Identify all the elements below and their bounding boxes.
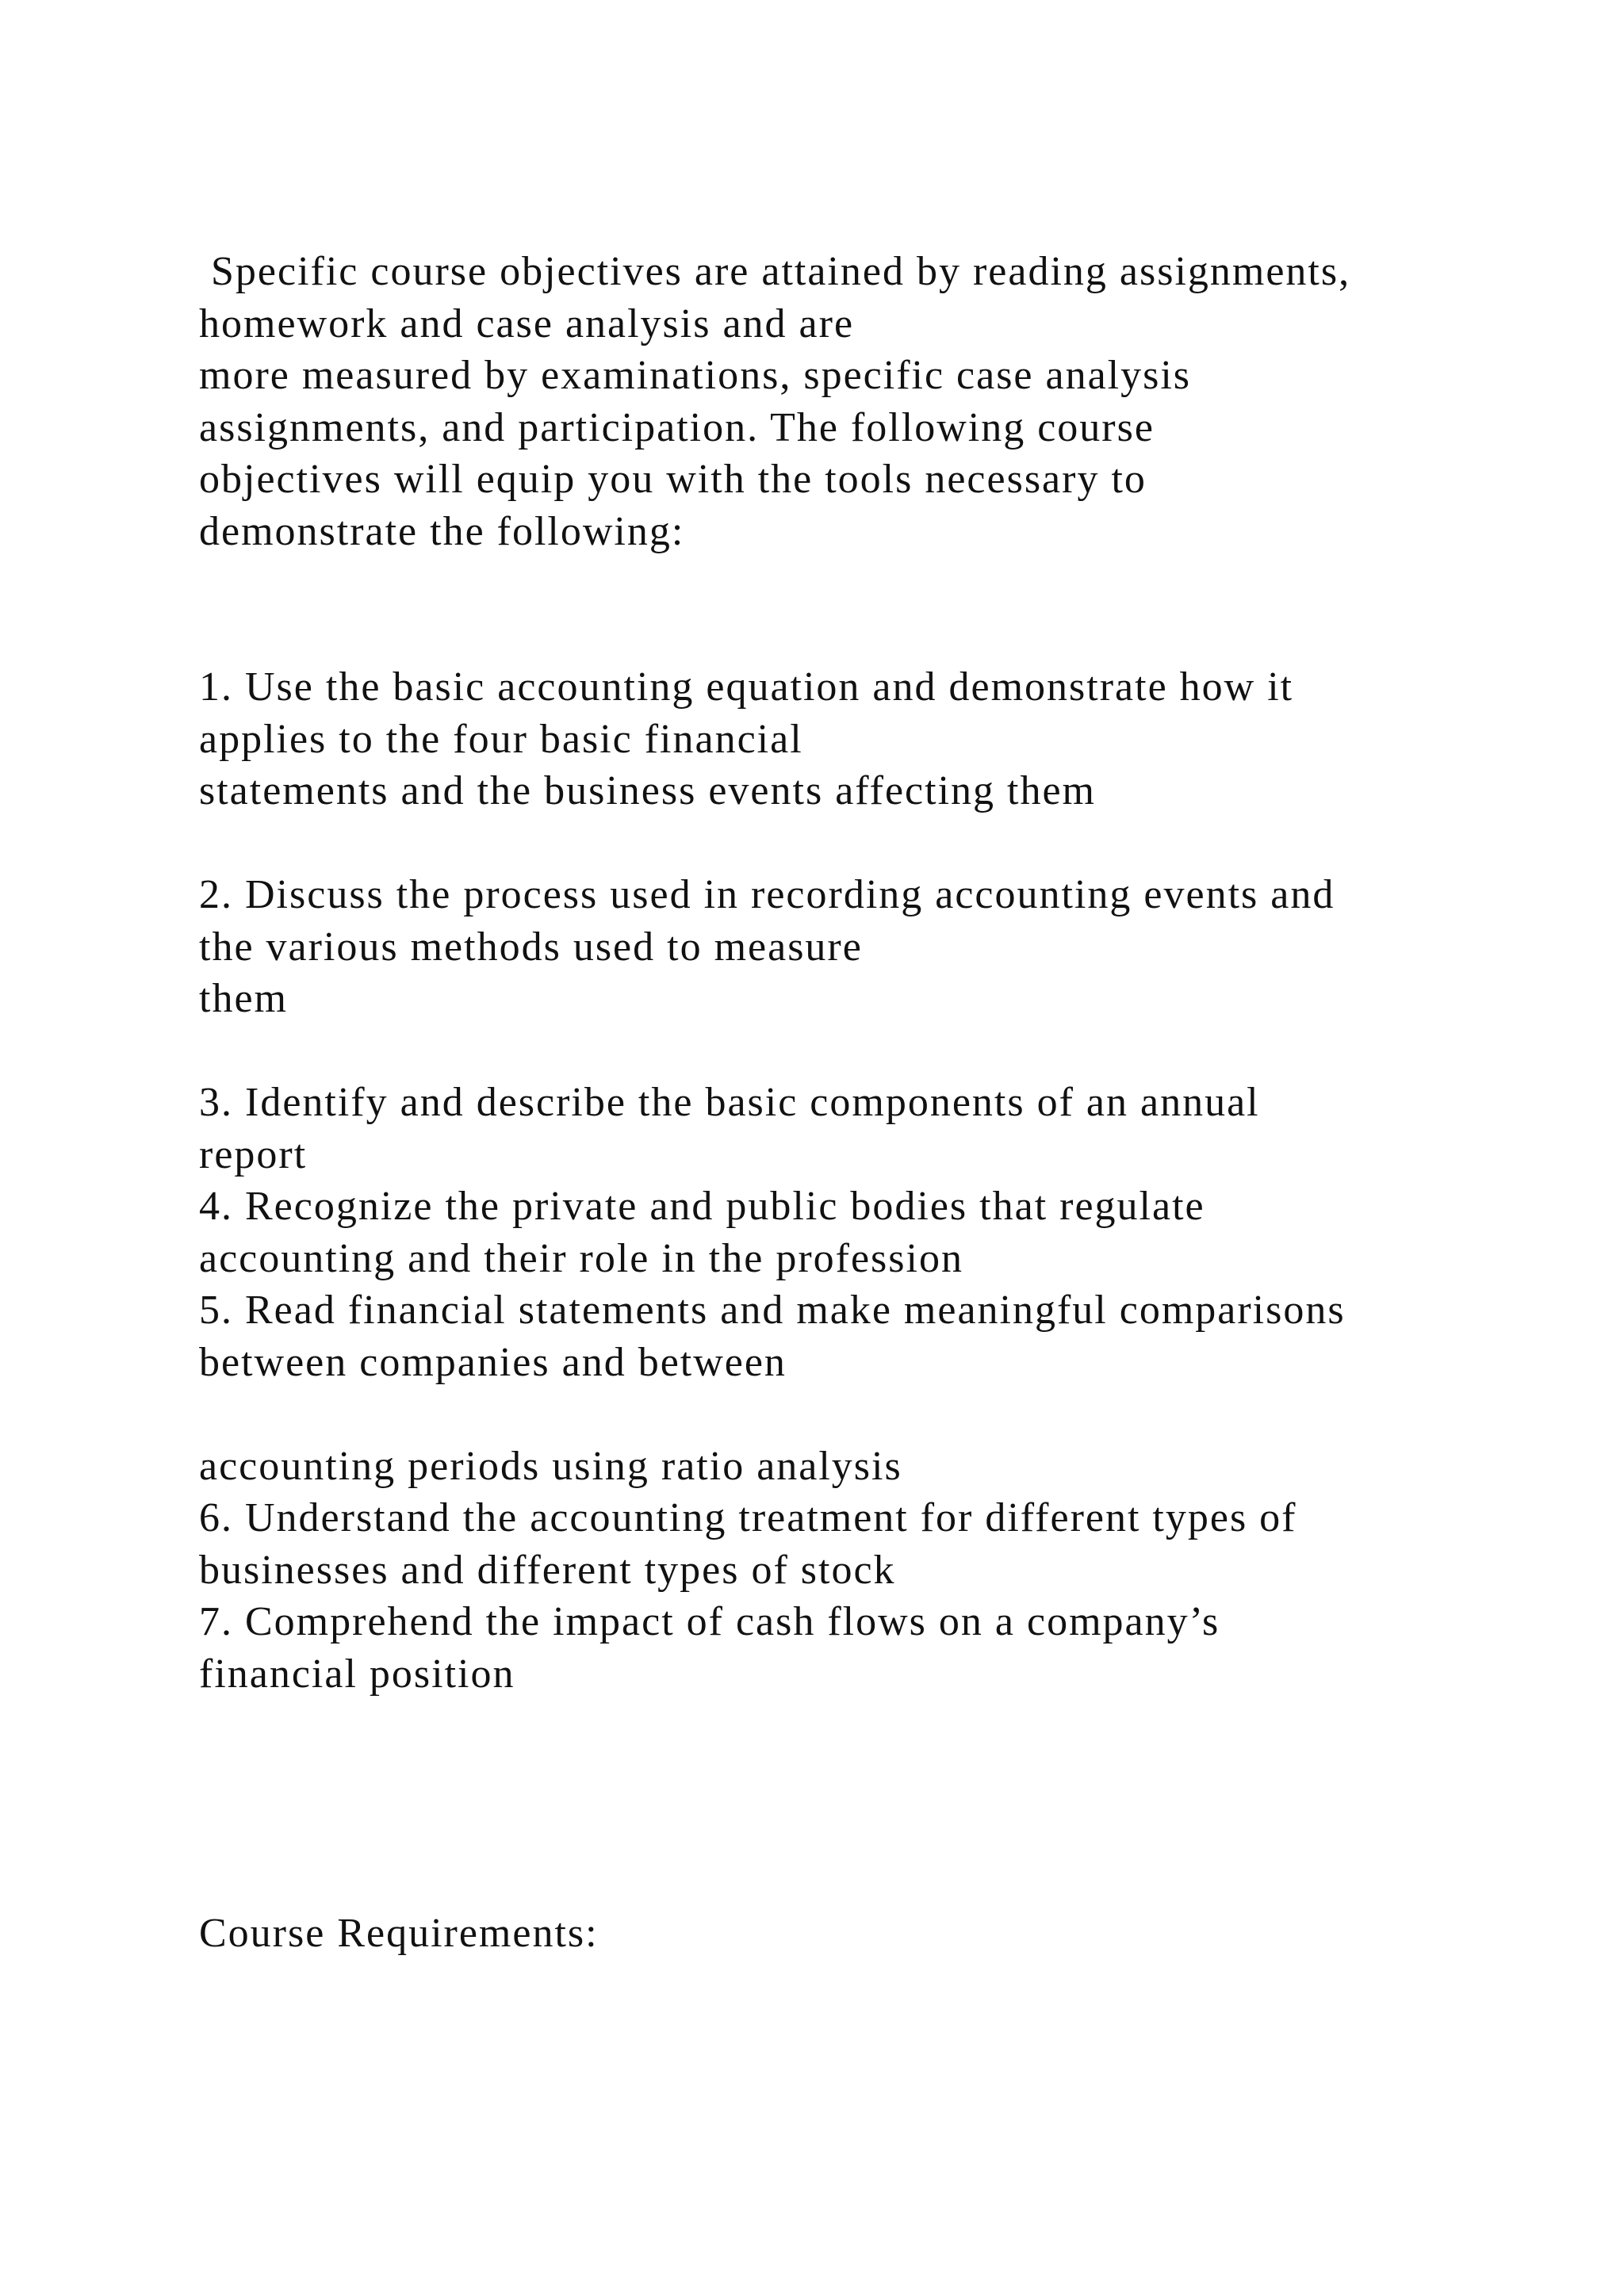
- text-line: assignments, and participation. The following course: [199, 404, 1155, 450]
- blank-line: [199, 557, 1547, 610]
- text-line: accounting and their role in the profession: [199, 1235, 963, 1281]
- text-line: more measured by examinations, specific case analysis: [199, 353, 1192, 398]
- text-line: them: [199, 976, 288, 1021]
- text-line: the various methods used to measure: [199, 924, 863, 970]
- objective-5-line: 5. Read financial statements and make meaningful comparisons: [199, 1288, 1346, 1333]
- text-line: businesses and different types of stock: [199, 1547, 896, 1593]
- blank-line: [199, 1856, 1547, 1908]
- text-line: financial position: [199, 1651, 515, 1697]
- blank-line: [199, 1700, 1547, 1752]
- objective-1-line: 1. Use the basic accounting equation and demonstrate how it: [199, 664, 1294, 710]
- text-line: demonstrate the following:: [199, 508, 685, 554]
- text-line: between companies and between: [199, 1339, 787, 1385]
- text-line: objectives will equip you with the tools necessary to: [199, 457, 1147, 502]
- objective-6-line: 6. Understand the accounting treatment for different types of: [199, 1495, 1297, 1540]
- objective-2-line: 2. Discuss the process used in recording accounting events and: [199, 872, 1335, 917]
- objective-7-line: 7. Comprehend the impact of cash flows on a company’s: [199, 1599, 1220, 1644]
- objective-3-line: 3. Identify and describe the basic components of an annual: [199, 1080, 1260, 1125]
- blank-line: [199, 1752, 1547, 1804]
- blank-line: [199, 1388, 1547, 1441]
- blank-line: [199, 1804, 1547, 1856]
- objective-4-line: 4. Recognize the private and public bodies that regulate: [199, 1184, 1205, 1229]
- blank-line: [199, 610, 1547, 662]
- text-line: homework and case analysis and are: [199, 300, 855, 346]
- section-heading-course-requirements: Course Requirements:: [199, 1911, 599, 1956]
- text-line: statements and the business events affecting them: [199, 768, 1096, 813]
- text-line: applies to the four basic financial: [199, 716, 803, 762]
- text-line: Specific course objectives are attained by reading assignments,: [199, 249, 1351, 294]
- text-line: accounting periods using ratio analysis: [199, 1443, 902, 1489]
- blank-line: [199, 1025, 1547, 1077]
- document-body: [199, 246, 1547, 1960]
- text-line: report: [199, 1131, 308, 1177]
- blank-line: [199, 817, 1547, 870]
